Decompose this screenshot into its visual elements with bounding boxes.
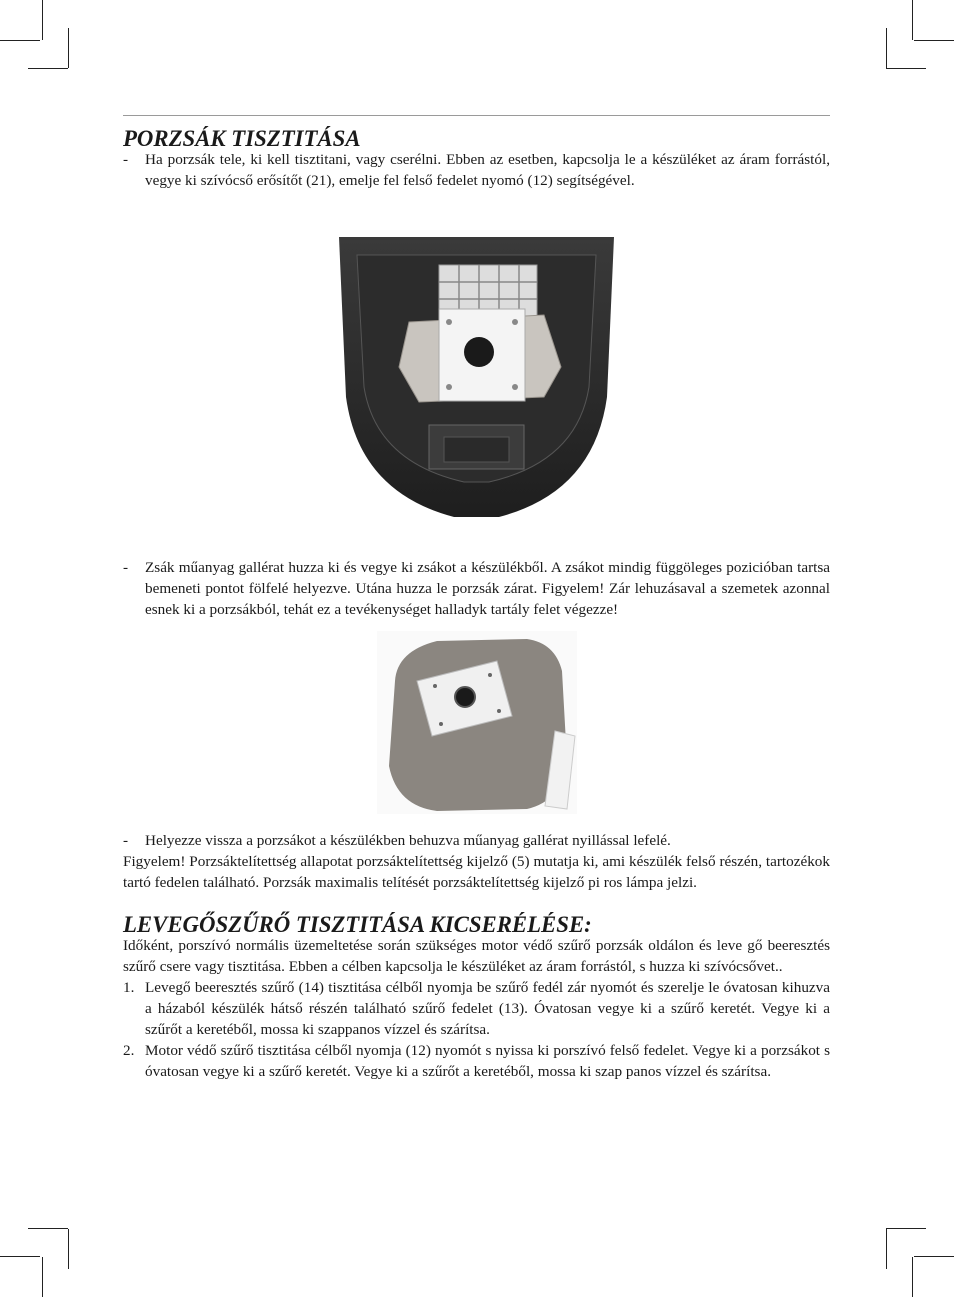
crop-mark — [912, 0, 913, 40]
list-marker: - — [123, 832, 129, 849]
vacuum-open-compartment-image — [339, 237, 614, 520]
crop-mark — [68, 1229, 69, 1269]
note-paragraph: Figyelem! Porzsáktelítettség allapotat porzsáktelítettség kijelző (5) mutatja ki, ami készülék felső részén, tartozékok tartó fedelen található. Porzsák maximalis telítését porzsáktelítettség kijelző pi ros lámpa jelzi. — [123, 853, 830, 891]
section-heading-air-filter: LEVEGŐSZŰRŐ TISZTITÁSA KICSERÉLÉSE: — [123, 912, 592, 937]
section-heading-dustbag: PORZSÁK TISZTITÁSA — [123, 126, 361, 151]
step-text: Motor védő szűrő tisztitása célből nyomja (12) nyomót s nyissa ki porszívó felső fedelet. Vegye ki a porzsákot s óvatosan vegye ki a szűrő keretét. Vegye ki a szűrőt a keretéből, mossa ki szap panos vízzel és szárítsa. — [145, 1042, 830, 1080]
crop-mark — [886, 1229, 887, 1269]
crop-mark — [886, 28, 887, 68]
list-item-text: Helyezze vissza a porzsákot a készülékben behuzva műanyag gallérat nyillással lefelé. — [145, 832, 671, 849]
crop-mark — [68, 28, 69, 68]
list-item — [123, 557, 830, 620]
list-item — [123, 830, 830, 851]
crop-mark — [886, 1228, 926, 1229]
list-marker: - — [123, 151, 129, 168]
crop-mark — [42, 1257, 43, 1297]
crop-mark — [28, 68, 68, 69]
crop-mark — [914, 40, 954, 41]
crop-mark — [914, 1256, 954, 1257]
numbered-step — [123, 1040, 830, 1082]
list-marker: - — [123, 559, 129, 576]
list-item-text: Ha porzsák tele, ki kell tisztitani, vagy cserélni. Ebben az esetben, kapcsolja le a készüléket az áram forrástól, vegye ki szívócső erősítőt (21), emelje fel felső fedelet nyomó (12) segítségével. — [145, 151, 830, 189]
vacuum-compartment-illustration — [339, 237, 614, 520]
crop-mark — [912, 1257, 913, 1297]
list-item — [123, 149, 830, 191]
header-rule — [123, 115, 830, 116]
page-content — [123, 128, 830, 1082]
step-text: Levegő beeresztés szűrő (14) tisztitása célből nyomja be szűrő fedél zár nyomót és szerelje le óvatosan kihuzva a házaból készülék hátső részén található szűrő fedelet (13). Óvatosan vegye ki a szűrő keretét. Vegye ki a szűrőt a keretéből, mossa ki szappanos vízzel és szárítsa. — [145, 979, 830, 1038]
crop-mark — [28, 1228, 68, 1229]
crop-mark — [0, 40, 40, 41]
step-number: 1. — [123, 979, 135, 996]
dust-bag-image — [377, 631, 577, 814]
dust-bag-illustration — [377, 631, 577, 814]
intro-paragraph: Időként, porszívó normális üzemeltetése során szükséges motor védő szűrő porzsák oldálon és leve gő beeresztés szűrő csere vagy tisztitása. Ebben a célben kapcsolja le készüléket az áram forrástól, s huzza ki szívócsővet.. — [123, 937, 830, 975]
list-item-text: Zsák műanyag gallérat huzza ki és vegye ki zsákot a készülékből. A zsákot mindig függöleges pozicióban tartsa bemeneti pontot fölfelé helyezve. Utána huzza le porzsák zárat. Figyelem! Zár lehuzásaval a szemetek azonnal esnek ki a porzsákból, tehát ez a tevékenységet halladyk tartály felet végezze! — [145, 559, 830, 618]
step-number: 2. — [123, 1042, 135, 1059]
crop-mark — [0, 1256, 40, 1257]
crop-mark — [42, 0, 43, 40]
crop-mark — [886, 68, 926, 69]
numbered-step — [123, 977, 830, 1040]
